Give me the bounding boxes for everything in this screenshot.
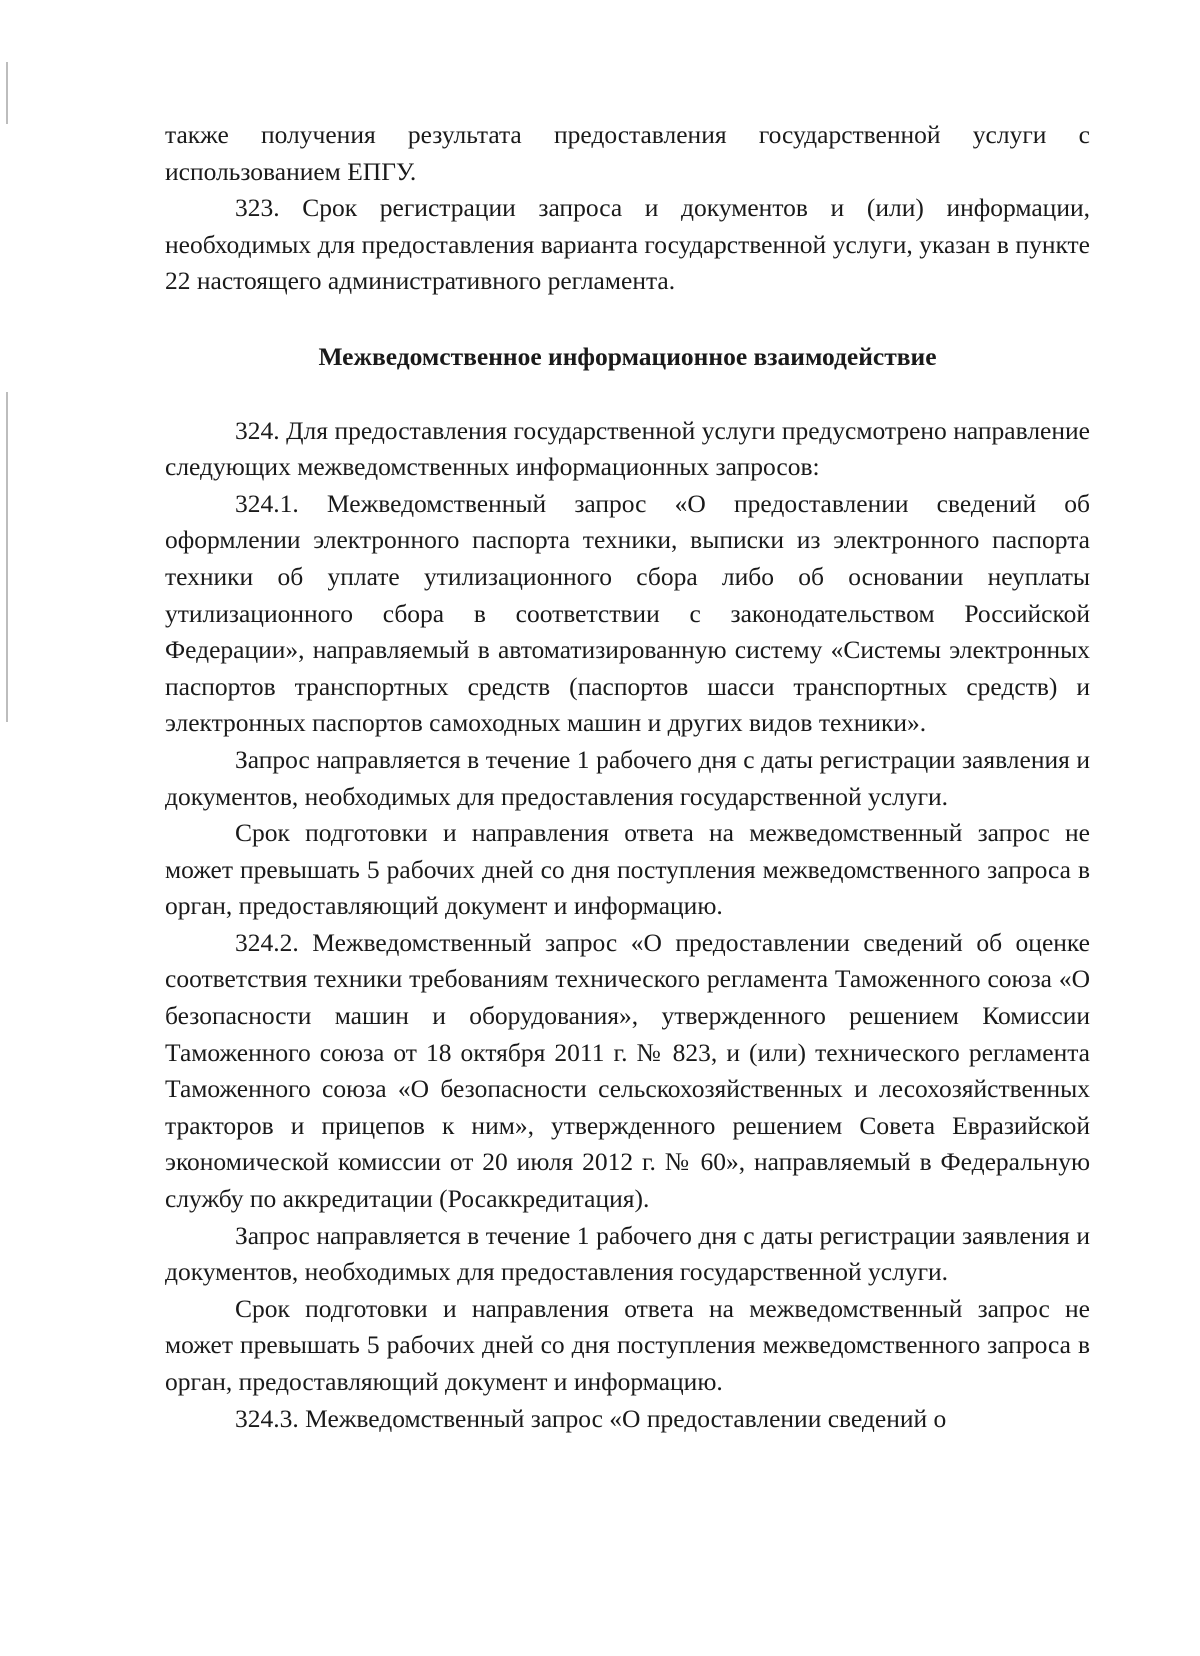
document-body: [165, 117, 1090, 1437]
paragraph-323: 323. Срок регистрации запроса и документов и (или) информации, необходимых для предоставления варианта государственной услуги, указан в пункте 22 настоящего административного регламента.: [165, 193, 1090, 296]
section-heading: Межведомственное информационное взаимодействие: [318, 341, 937, 371]
scan-edge-mark: [6, 392, 8, 722]
paragraph-324-1-response: Срок подготовки и направления ответа на межведомственный запрос не может превышать 5 рабочих дней со дня поступления межведомственного запроса в орган, предоставляющий документ и информацию.: [165, 818, 1090, 921]
paragraph-324-1: 324.1. Межведомственный запрос «О предоставлении сведений об оформлении электронного паспорта техники, выписки из электронного паспорта техники об уплате утилизационного сбора либо об основании неуплаты утилизационного сбора в соответствии с законодательством Российской Федерации», направляемый в автоматизированную систему «Системы электронных паспортов транспортных средств (паспортов шасси транспортных средств) и электронных паспортов самоходных машин и других видов техники».: [165, 488, 1090, 738]
paragraph-continuation: также получения результата предоставления государственной услуги с использованием ЕПГУ.: [165, 120, 1090, 186]
paragraph-324-1-term: Запрос направляется в течение 1 рабочего дня с даты регистрации заявления и документов, необходимых для предоставления государственной услуги.: [165, 744, 1090, 811]
paragraph-324-2: 324.2. Межведомственный запрос «О предоставлении сведений об оценке соответствия техники требованиям технического регламента Таможенного союза «О безопасности машин и оборудования», утвержденного решением Комиссии Таможенного союза от 18 октября 2011 г. № 823, и (или) технического регламента Таможенного союза «О безопасности сельскохозяйственных и лесохозяйственных тракторов и прицепов к ним», утвержденного решением Совета Евразийской экономической комиссии от 20 июля 2012 г. № 60», направляемый в Федеральную службу по аккредитации (Росаккредитация).: [165, 927, 1090, 1214]
paragraph-324-2-term: Запрос направляется в течение 1 рабочего дня с даты регистрации заявления и документов, необходимых для предоставления государственной услуги.: [165, 1220, 1090, 1287]
scan-edge-mark: [6, 62, 8, 124]
paragraph-324-3: 324.3. Межведомственный запрос «О предоставлении сведений о: [235, 1403, 947, 1433]
paragraph-324-2-response: Срок подготовки и направления ответа на межведомственный запрос не может превышать 5 рабочих дней со дня поступления межведомственного запроса в орган, предоставляющий документ и информацию.: [165, 1293, 1090, 1396]
paragraph-324: 324. Для предоставления государственной услуги предусмотрено направление следующих межведомственных информационных запросов:: [165, 415, 1090, 482]
